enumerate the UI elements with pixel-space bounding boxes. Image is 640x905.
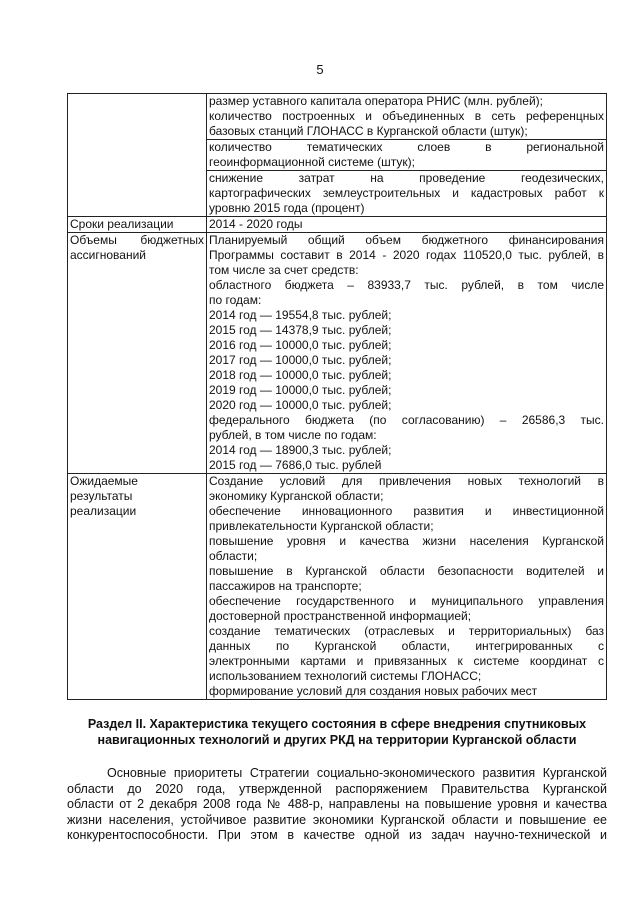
- indicators-cell: [207, 94, 607, 217]
- paragraph-line: конкурентоспособности. При этом в качестве одной из задач научно-технической и: [67, 828, 607, 842]
- terms-label: Сроки реализации: [68, 217, 207, 233]
- budget-line: Программы составит в 2014 - 2020 годах 110520,0 тыс. рублей, в: [209, 248, 604, 262]
- result-line: пассажиров на транспорте;: [209, 579, 362, 593]
- indicator-line: уровню 2015 года (процент): [209, 201, 365, 215]
- table-row-indicators-continued: [68, 94, 607, 217]
- result-line: экономику Курганской области;: [209, 489, 384, 503]
- results-label-line: реализации: [70, 504, 137, 518]
- table-row-budget: [68, 233, 607, 474]
- budget-line: 2017 год — 10000,0 тыс. рублей;: [209, 353, 392, 367]
- passport-table: [67, 93, 607, 700]
- indicator-line: количество тематических слоев в региональной: [209, 140, 604, 154]
- result-line: данных по Курганской области, интегрированных с: [209, 639, 604, 653]
- budget-line: 2015 год — 14378,9 тыс. рублей;: [209, 323, 392, 337]
- paragraph-line: области до 2020 года, утвержденной распоряжением Правительства Курганской: [67, 781, 607, 796]
- section-heading-line: навигационных технологий и других РКД на территории Курганской области: [97, 733, 577, 747]
- indicator-line: количество построенных и объединенных в сеть референцных: [209, 109, 604, 123]
- result-line: повышение уровня и качества жизни населения Курганской: [209, 534, 604, 548]
- results-label-cell: [68, 474, 207, 700]
- result-line: формирование условий для создания новых рабочих мест: [209, 684, 538, 698]
- results-cell: [207, 474, 607, 700]
- terms-value: 2014 - 2020 годы: [207, 217, 607, 233]
- result-line: достоверной пространственной информацией;: [209, 609, 472, 623]
- paragraph-line: жизни населения, устойчивое развитие экономики Курганской области и повышение ее: [67, 812, 607, 827]
- paragraph-line: Основные приоритеты Стратегии социально-экономического развития Курганской: [107, 766, 607, 780]
- result-line: обеспечение государственного и муниципального управления: [209, 594, 604, 608]
- body-paragraph: [67, 766, 607, 844]
- indicator-line: размер уставного капитала оператора РНИС (млн. рублей);: [209, 94, 543, 108]
- paragraph-line: области от 2 декабря 2008 года № 488-р, направлены на повышение уровня и качества: [67, 797, 607, 811]
- result-line: обеспечение инновационного развития и инвестиционной: [209, 504, 604, 518]
- result-line: повышение в Курганской области безопасности водителей и: [209, 564, 604, 578]
- budget-label-cell: [68, 233, 207, 474]
- page-number: 5: [316, 62, 324, 77]
- budget-cell: [207, 233, 607, 474]
- indicator-line: геоинформационной системе (штук);: [209, 155, 415, 169]
- results-label-line: результаты: [70, 489, 133, 503]
- budget-line: 2018 год — 10000,0 тыс. рублей;: [209, 368, 392, 382]
- results-label-line: Ожидаемые: [70, 474, 138, 488]
- budget-line: том числе за счет средств:: [209, 263, 359, 277]
- section-heading-line: Раздел II. Характеристика текущего состояния в сфере внедрения спутниковых: [87, 717, 587, 731]
- empty-label-cell: [68, 94, 207, 217]
- budget-line: 2014 год — 19554,8 тыс. рублей;: [209, 308, 392, 322]
- budget-line: 2014 год — 18900,3 тыс. рублей;: [209, 443, 392, 457]
- result-line: Создание условий для привлечения новых технологий в: [209, 474, 604, 488]
- budget-line: 2019 год — 10000,0 тыс. рублей;: [209, 383, 392, 397]
- section-heading: [67, 716, 607, 748]
- budget-line: 2016 год — 10000,0 тыс. рублей;: [209, 338, 392, 352]
- indicator-line: базовых станций ГЛОНАСС в Курганской области (штук);: [209, 124, 528, 138]
- table-row-terms: [68, 217, 607, 233]
- result-line: области;: [209, 549, 258, 563]
- budget-line: Планируемый общий объем бюджетного финансирования: [209, 233, 604, 247]
- result-line: использованием технологий системы ГЛОНАСС;: [209, 669, 482, 683]
- budget-line: 2020 год — 10000,0 тыс. рублей;: [209, 398, 392, 412]
- budget-line: по годам:: [209, 293, 262, 307]
- budget-line: федерального бюджета (по согласованию) – 26586,3 тыс.: [209, 413, 604, 427]
- result-line: создание тематических (отраслевых и территориальных) баз: [209, 624, 604, 638]
- budget-label-line: ассигнований: [70, 248, 147, 262]
- budget-line: 2015 год — 7686,0 тыс. рублей: [209, 458, 382, 472]
- result-line: привлекательности Курганской области;: [209, 519, 434, 533]
- budget-line: областного бюджета – 83933,7 тыс. рублей, в том числе: [209, 278, 604, 292]
- result-line: электронными картами и привязанных к системе координат с: [209, 654, 604, 668]
- budget-line: рублей, в том числе по годам:: [209, 428, 377, 442]
- indicator-line: картографических землеустроительных и кадастровых работ к: [209, 186, 604, 200]
- budget-label-line: Объемы бюджетных: [70, 233, 204, 247]
- indicator-line: снижение затрат на проведение геодезических,: [209, 171, 604, 185]
- table-row-results: [68, 474, 607, 700]
